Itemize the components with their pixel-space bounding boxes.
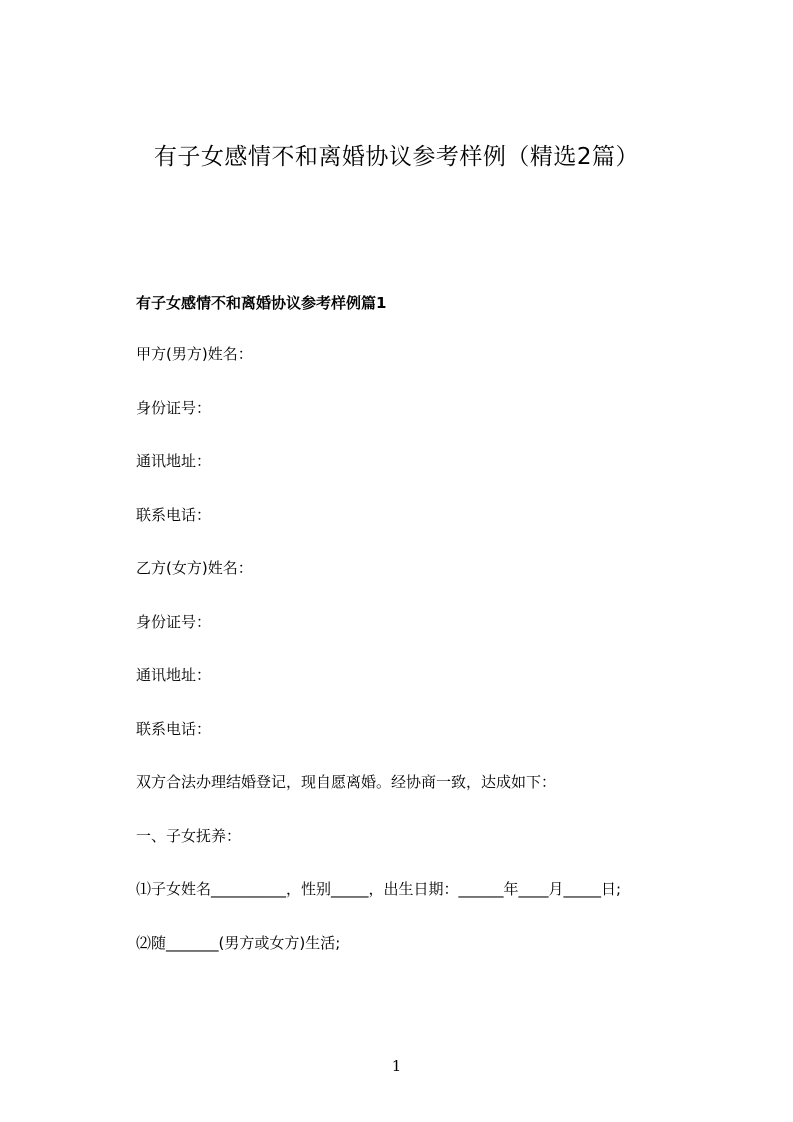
party-b-phone-line: 联系电话： [136,719,212,738]
clause-heading-child-custody: 一、子女抚养： [136,826,242,845]
child-info-line: ⑴子女姓名__________，性别_____，出生日期：______年____月_____日; [136,880,622,898]
party-a-id-line: 身份证号： [136,398,212,417]
section-heading: 有子女感情不和离婚协议参考样例篇1 [136,294,387,312]
party-a-name-line: 甲方(男方)姓名： [136,345,253,363]
party-b-id-line: 身份证号： [136,612,212,631]
party-a-phone-line: 联系电话： [136,505,212,524]
party-a-address-line: 通讯地址： [136,452,212,470]
party-b-address-line: 通讯地址： [136,666,212,684]
party-b-name-line: 乙方(女方)姓名： [136,559,253,577]
agreement-body [136,343,621,985]
page-number: 1 [391,1057,402,1075]
agreement-intro-line: 双方合法办理结婚登记，现自愿离婚。经协商一致，达成如下： [136,773,557,791]
child-residence-line: ⑵随_______(男方或女方)生活; [136,933,341,952]
document-title: 有子女感情不和离婚协议参考样例（精选2篇） [153,144,640,170]
